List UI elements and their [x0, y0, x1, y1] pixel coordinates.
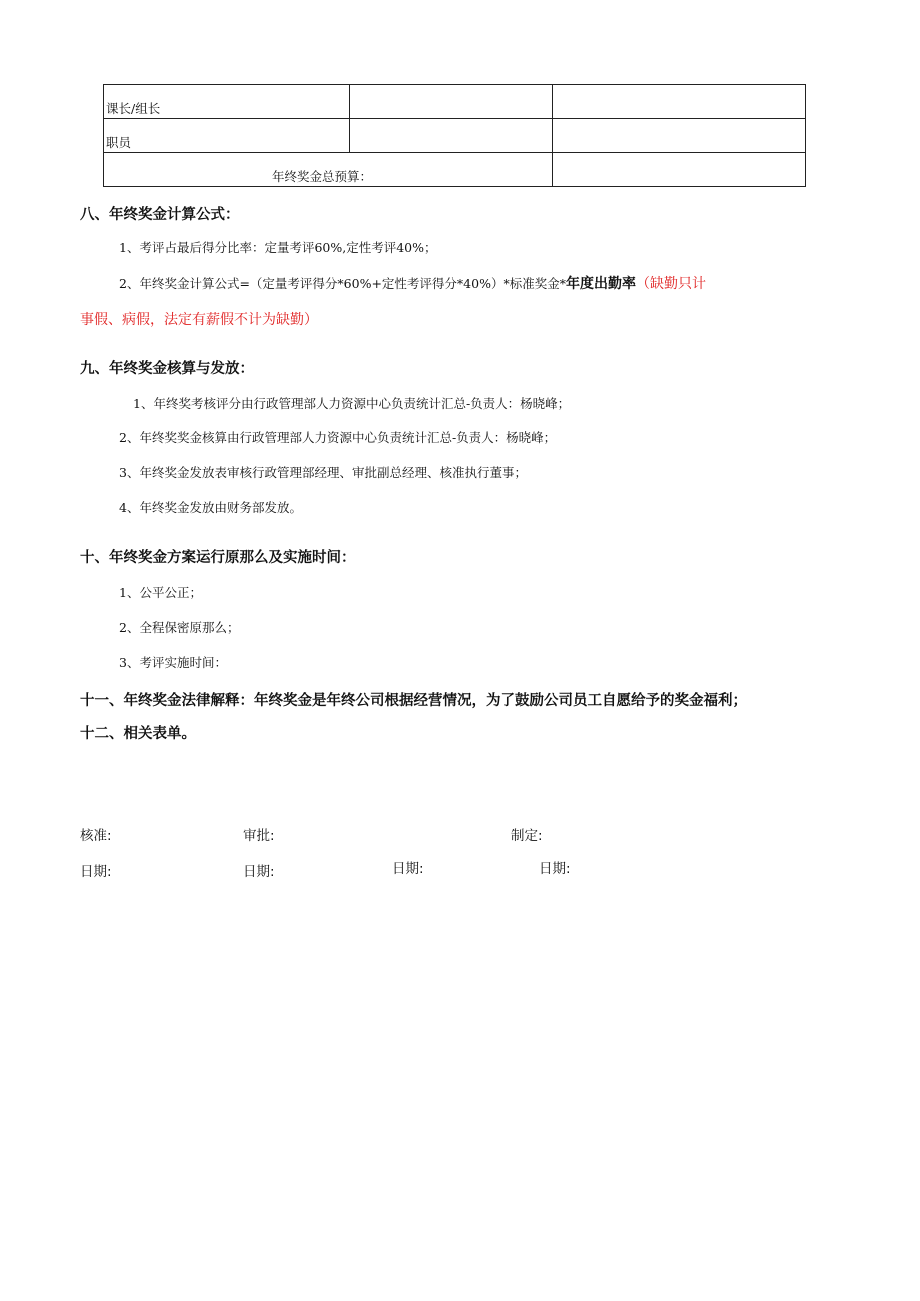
- table-row: [104, 85, 806, 119]
- made-label: 制定:: [511, 828, 543, 844]
- row-label: 课长/组长: [104, 85, 350, 119]
- table-row: [104, 153, 806, 187]
- table-cell: [350, 119, 553, 153]
- table-cell: [553, 85, 806, 119]
- date-label: 日期:: [539, 861, 571, 877]
- date-label: 日期:: [243, 864, 275, 880]
- date-label: 日期:: [392, 861, 424, 877]
- section9-item3: 3、年终奖金发放表审核行政管理部经理、审批副总经理、核准执行董事；: [119, 465, 527, 480]
- absence-note: （缺勤只计: [635, 276, 706, 292]
- section9-heading: 九、年终奖金核算与发放：: [80, 361, 254, 377]
- formula-text: 2、年终奖金计算公式=（定量考评得分*60%+定性考评得分*40%）*标准奖金*: [119, 276, 566, 291]
- table-cell: [553, 153, 806, 187]
- approve-label: 核准:: [80, 828, 112, 844]
- section10-item1: 1、公平公正；: [119, 585, 202, 600]
- section8-item1: 1、考评占最后得分比率：定量考评60%,定性考评40%；: [119, 240, 437, 255]
- review-label: 审批:: [243, 828, 275, 844]
- section11-heading: 十一、年终奖金法律解释：年终奖金是年终公司根据经营情况，为了鼓励公司员工自愿给予的奖金福利；: [80, 693, 747, 709]
- absence-note-continued: 事假、病假，法定有薪假不计为缺勤）: [80, 312, 318, 328]
- table-cell: [553, 119, 806, 153]
- section12-heading: 十二、相关表单。: [80, 726, 196, 742]
- section9-item4: 4、年终奖金发放由财务部发放。: [119, 500, 302, 515]
- total-budget-label: 年终奖金总预算：: [104, 153, 553, 187]
- section9-item1: 1、年终奖考核评分由行政管理部人力资源中心负责统计汇总-负责人：杨晓峰；: [133, 396, 571, 411]
- section10-heading: 十、年终奖金方案运行原那么及实施时间：: [80, 550, 356, 566]
- table-row: [104, 119, 806, 153]
- row-label: 职员: [104, 119, 350, 153]
- section9-item2: 2、年终奖奖金核算由行政管理部人力资源中心负责统计汇总-负责人：杨晓峰；: [119, 430, 557, 445]
- attendance-rate: 年度出勤率: [565, 276, 636, 292]
- section8-item2: [119, 273, 706, 293]
- section10-item3: 3、考评实施时间：: [119, 655, 227, 670]
- table-cell: [350, 85, 553, 119]
- section8-heading: 八、年终奖金计算公式：: [80, 207, 240, 223]
- date-label: 日期:: [80, 864, 112, 880]
- section10-item2: 2、全程保密原那么；: [119, 620, 240, 635]
- budget-table: [103, 84, 806, 187]
